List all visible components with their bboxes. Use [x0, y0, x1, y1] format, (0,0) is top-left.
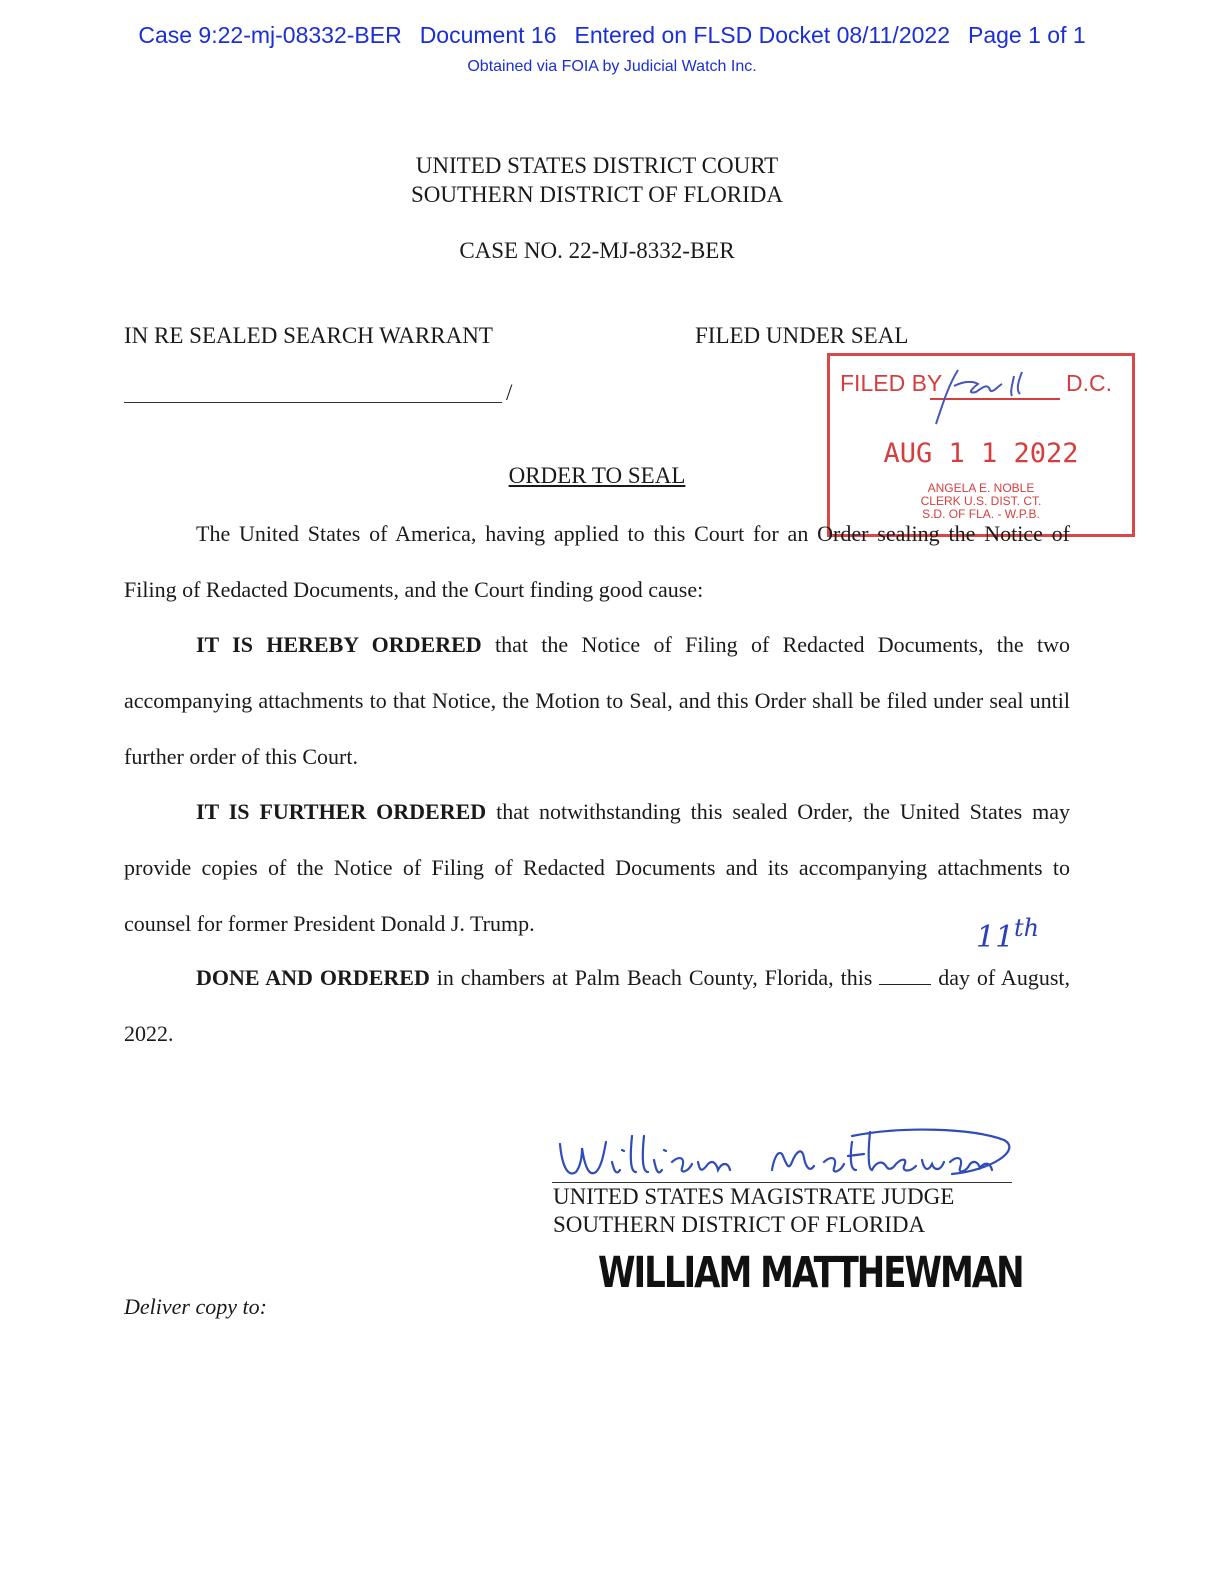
- day-blank: [879, 962, 931, 985]
- handwritten-day-suffix: th: [1014, 914, 1040, 942]
- paragraph-done-ordered: [124, 950, 1070, 1062]
- judge-name-stamp: WILLIAM MATTHEWMAN: [598, 1248, 1023, 1298]
- deliver-copy-to: Deliver copy to:: [124, 1294, 267, 1319]
- caption-slash: /: [506, 380, 513, 405]
- further-ordered-text: that notwithstanding this sealed Order, the United States may provide copies of the Notice of Filing of Redacted Documents and its accompanying attachments to counsel for former President Donald J. Trump.: [124, 799, 1070, 936]
- handwritten-day: 11: [976, 920, 1015, 955]
- caption-title: IN RE SEALED SEARCH WARRANT: [124, 323, 493, 348]
- further-ordered-heading: IT IS FURTHER ORDERED: [196, 799, 487, 824]
- judge-signature: [552, 1122, 1022, 1186]
- done-ordered-date: day of August, 2022.: [124, 965, 1070, 1046]
- filed-under-seal: FILED UNDER SEAL: [695, 323, 909, 348]
- done-ordered-text: in chambers at Palm Beach County, Florida, this: [429, 965, 880, 990]
- hereby-ordered-text: that the Notice of Filing of Redacted Documents, the two accompanying attachments to that Notice, the Motion to Seal, and this Order shall be filed under seal until further order of this Court.: [124, 632, 1070, 769]
- paragraph-further-ordered: [124, 784, 1070, 952]
- stamp-clerk-title: CLERK U.S. DIST. CT.: [920, 494, 1042, 508]
- stamp-dc: D.C.: [1066, 370, 1112, 396]
- page-number: Page 1 of 1: [967, 22, 1086, 48]
- entered-date: Entered on FLSD Docket 08/11/2022: [574, 22, 950, 48]
- order-title: ORDER TO SEAL: [508, 463, 686, 488]
- done-ordered-heading: DONE AND ORDERED: [196, 965, 430, 990]
- court-name: UNITED STATES DISTRICT COURT: [415, 153, 779, 178]
- stamp-initials-signature: [918, 356, 1068, 436]
- caption-line: [124, 402, 502, 403]
- document-number: Document 16: [419, 22, 557, 48]
- paragraph-application: [124, 506, 1070, 618]
- docket-header: [0, 22, 1224, 49]
- judge-title: UNITED STATES MAGISTRATE JUDGE: [553, 1184, 955, 1209]
- stamp-filed-by: FILED BY: [840, 370, 943, 396]
- stamp-date: AUG 1 1 2022: [883, 438, 1079, 469]
- hereby-ordered-heading: IT IS HEREBY ORDERED: [196, 632, 482, 657]
- court-district: SOUTHERN DISTRICT OF FLORIDA: [410, 182, 784, 207]
- case-number-header: Case 9:22-mj-08332-BER: [138, 22, 402, 48]
- foia-notice: Obtained via FOIA by Judicial Watch Inc.: [467, 58, 757, 75]
- paragraph-hereby-ordered: [124, 617, 1070, 785]
- judge-district: SOUTHERN DISTRICT OF FLORIDA: [553, 1212, 926, 1237]
- signature-line: [552, 1182, 1012, 1183]
- case-number: CASE NO. 22-MJ-8332-BER: [459, 238, 735, 263]
- stamp-clerk-name: ANGELA E. NOBLE: [927, 481, 1035, 495]
- paragraph-application-text: The United States of America, having applied to this Court for an Order sealing the Notice of Filing of Redacted Documents, and the Court finding good cause:: [124, 521, 1070, 602]
- stamp-clerk-division: S.D. OF FLA. - W.P.B.: [922, 507, 1040, 521]
